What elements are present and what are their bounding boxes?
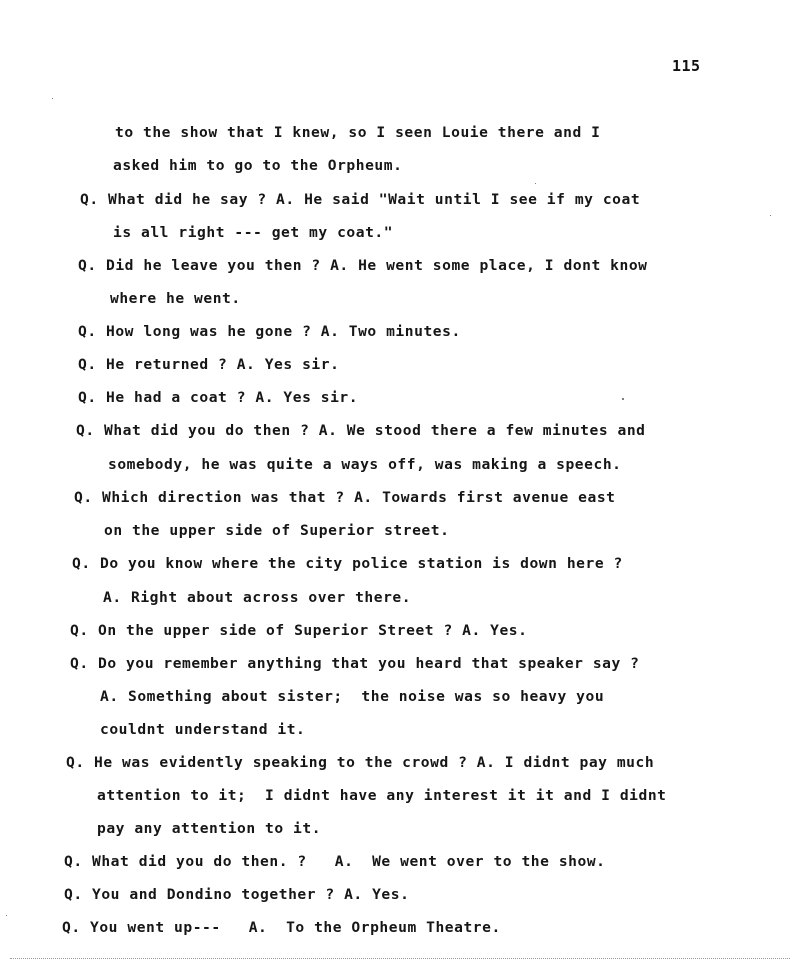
question-answer-line: Q. On the upper side of Superior Street ? A. Yes. <box>70 622 528 639</box>
transcript-line: on the upper side of Superior street. <box>104 522 450 539</box>
question-answer-line: Q. What did he say ? A. He said "Wait until I see if my coat <box>80 191 641 208</box>
answer-line: A. Right about across over there. <box>103 589 412 606</box>
transcript-line: somebody, he was quite a ways off, was making a speech. <box>108 456 622 473</box>
scan-speck <box>52 98 53 99</box>
question-answer-line: Q. He returned ? A. Yes sir. <box>78 356 340 373</box>
transcript-line: to the show that I knew, so I seen Louie there and I <box>115 124 601 141</box>
question-answer-line: Q. You and Dondino together ? A. Yes. <box>64 886 410 903</box>
transcript-line: where he went. <box>110 290 241 307</box>
transcript-line: attention to it; I didnt have any interest it it and I didnt <box>97 787 667 804</box>
question-answer-line: Q. He was evidently speaking to the crowd ? A. I didnt pay much <box>66 754 655 771</box>
scan-speck <box>622 398 624 400</box>
scan-speck <box>535 183 536 184</box>
question-answer-line: Q. Did he leave you then ? A. He went some place, I dont know <box>78 257 648 274</box>
page-number: 115 <box>672 57 701 75</box>
question-answer-line: Q. How long was he gone ? A. Two minutes. <box>78 323 461 340</box>
question-answer-line: Q. He had a coat ? A. Yes sir. <box>78 389 359 406</box>
transcript-line: is all right --- get my coat." <box>113 224 394 241</box>
page-bottom-edge <box>10 958 790 959</box>
answer-line: A. Something about sister; the noise was so heavy you <box>100 688 605 705</box>
question-answer-line: Q. What did you do then ? A. We stood there a few minutes and <box>76 422 646 439</box>
transcript-line: pay any attention to it. <box>97 820 322 837</box>
scan-speck <box>770 215 771 216</box>
transcript-line: asked him to go to the Orpheum. <box>113 157 403 174</box>
scan-speck <box>6 915 7 916</box>
question-answer-line: Q. You went up--- A. To the Orpheum Theatre. <box>62 919 501 936</box>
transcript-line: couldnt understand it. <box>100 721 306 738</box>
question-answer-line: Q. What did you do then. ? A. We went over to the show. <box>64 853 606 870</box>
question-answer-line: Q. Which direction was that ? A. Towards first avenue east <box>74 489 616 506</box>
question-line: Q. Do you know where the city police station is down here ? <box>72 555 623 572</box>
question-line: Q. Do you remember anything that you heard that speaker say ? <box>70 655 640 672</box>
